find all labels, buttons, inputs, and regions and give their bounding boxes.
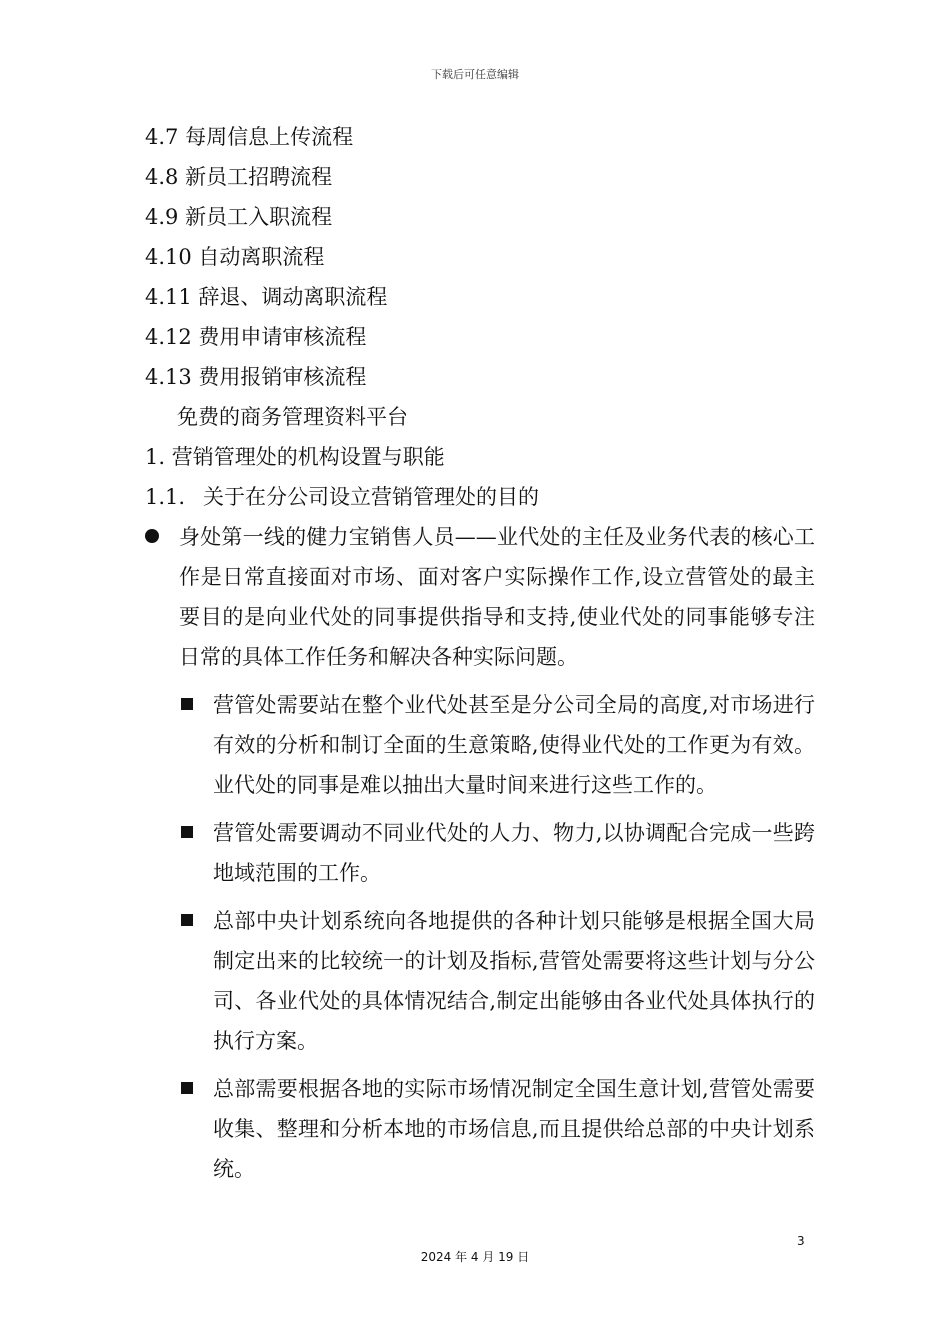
sub-list-item: [145, 813, 815, 893]
bullet-square-icon: [181, 698, 193, 710]
section-heading: 1. 营销管理处的机构设置与职能: [145, 445, 445, 469]
toc-item: 4.7 每周信息上传流程: [145, 125, 354, 149]
sub-list-item: [145, 685, 815, 805]
page-header: 下载后可任意编辑: [431, 68, 519, 81]
document-body: [145, 117, 815, 1189]
bullet-square-icon: [181, 1082, 193, 1094]
bullet-square-icon: [181, 826, 193, 838]
sub-list-item: [145, 901, 815, 1061]
toc-item: 4.8 新员工招聘流程: [145, 165, 333, 189]
page-footer-date: 2024 年 4 月 19 日: [420, 1250, 530, 1264]
bullet-square-icon: [181, 914, 193, 926]
sub-list-item-text: 总部需要根据各地的实际市场情况制定全国生意计划,营管处需要收集、整理和分析本地的市场信息,而且提供给总部的中央计划系统。: [213, 1077, 815, 1181]
list-item: [145, 517, 815, 677]
platform-line: 免费的商务管理资料平台: [177, 405, 408, 429]
page-number: 3: [797, 1234, 805, 1248]
sub-list-item-text: 总部中央计划系统向各地提供的各种计划只能够是根据全国大局制定出来的比较统一的计划及指标,营管处需要将这些计划与分公司、各业代处的具体情况结合,制定出能够由各业代处具体执行的执行方案。: [213, 909, 815, 1053]
toc-item: 4.9 新员工入职流程: [145, 205, 333, 229]
toc-item: 4.12 费用申请审核流程: [145, 325, 367, 349]
bullet-dot-icon: [145, 529, 159, 543]
toc-item: 4.10 自动离职流程: [145, 245, 325, 269]
sub-list-item-text: 营管处需要站在整个业代处甚至是分公司全局的高度,对市场进行有效的分析和制订全面的生意策略,使得业代处的工作更为有效。业代处的同事是难以抽出大量时间来进行这些工作的。: [213, 693, 815, 797]
subsection-heading: [145, 477, 815, 517]
toc-item: 4.11 辞退、调动离职流程: [145, 285, 388, 309]
sub-list-item-text: 营管处需要调动不同业代处的人力、物力,以协调配合完成一些跨地域范围的工作。: [213, 821, 815, 885]
toc-item: 4.13 费用报销审核流程: [145, 365, 367, 389]
subsection-title: 关于在分公司设立营销管理处的目的: [203, 485, 539, 509]
subsection-number: 1.1.: [145, 485, 186, 509]
sub-list-item: [145, 1069, 815, 1189]
list-item-text: 身处第一线的健力宝销售人员——业代处的主任及业务代表的核心工作是日常直接面对市场、面对客户实际操作工作,设立营管处的最主要目的是向业代处的同事提供指导和支持,使业代处的同事能够专注日常的具体工作任务和解决各种实际问题。: [179, 525, 815, 669]
